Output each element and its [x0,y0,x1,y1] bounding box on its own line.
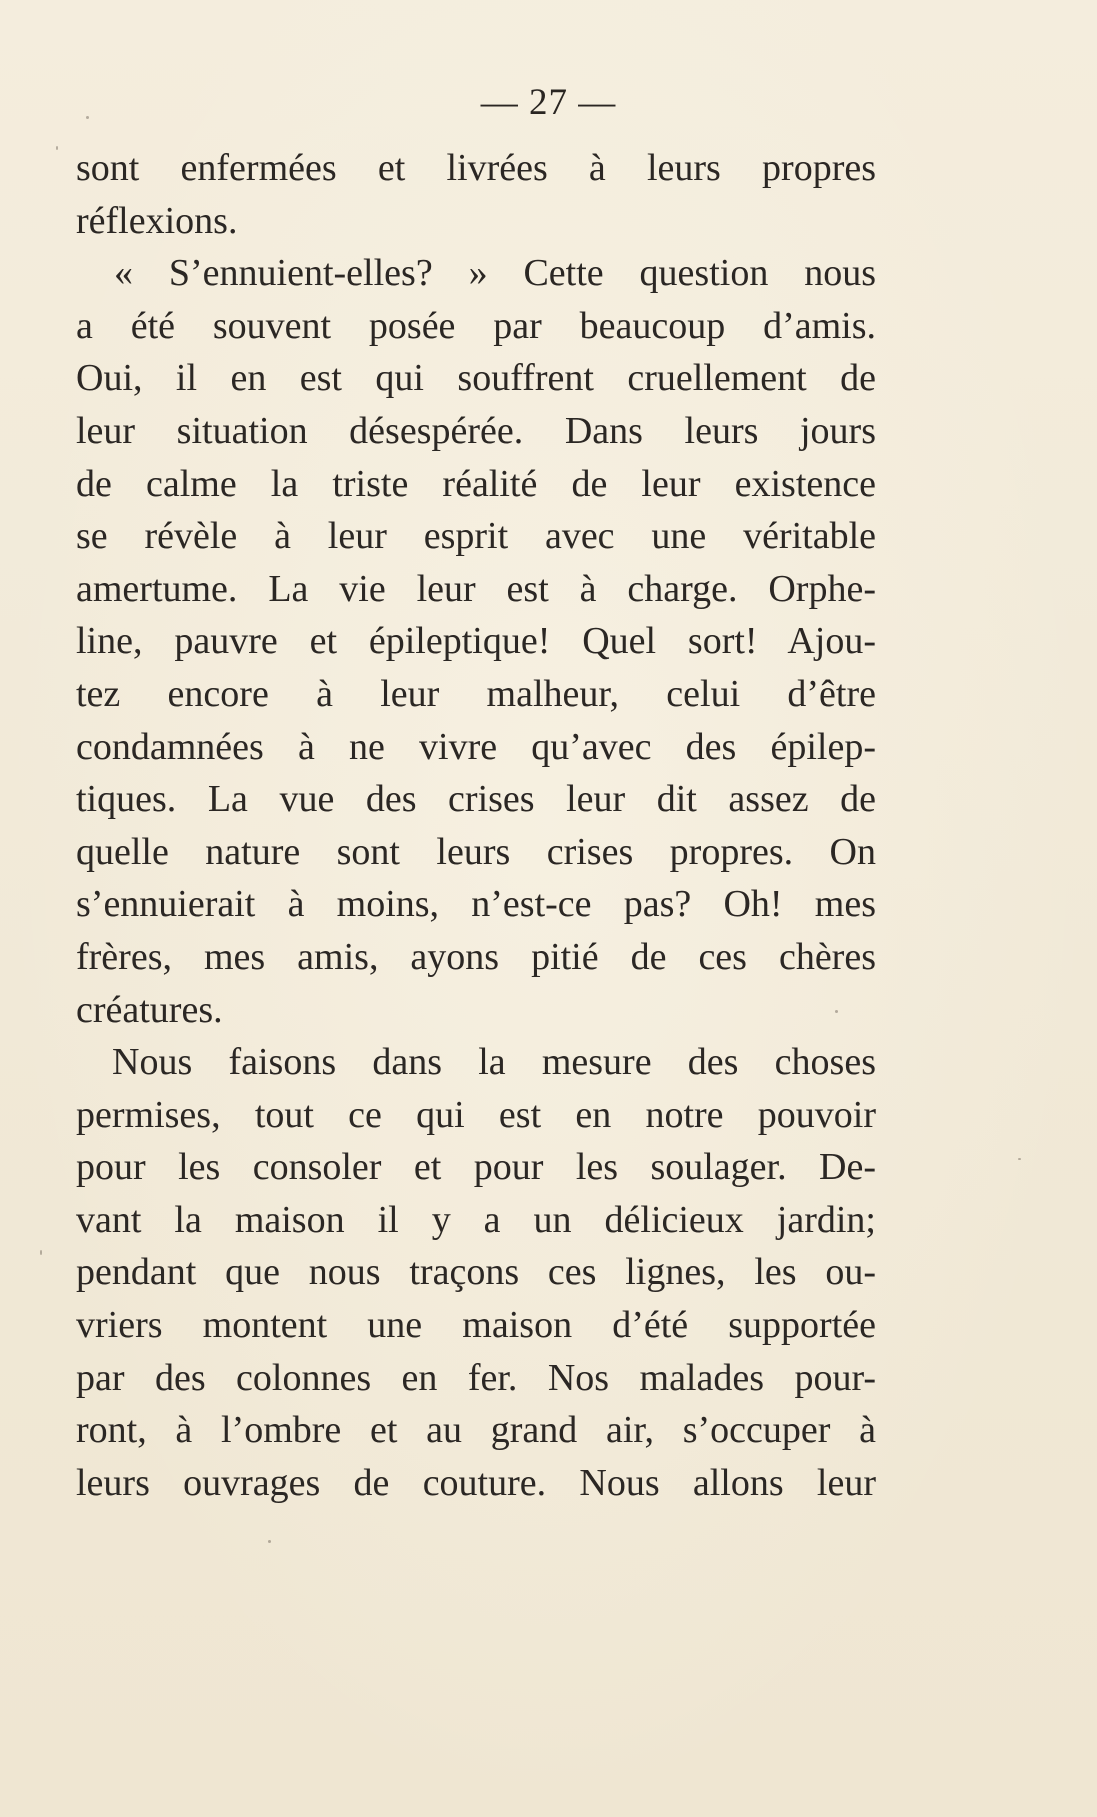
paper-speck [835,1010,838,1013]
text-line: « S’ennuient-elles? » Cette question nous [114,252,876,295]
text-line: frères, mes amis, ayons pitié de ces chères [76,935,876,978]
text-line: condamnées à ne vivre qu’avec des épilep- [76,725,876,768]
text-line: vant la maison il y a un délicieux jardin; [76,1198,876,1241]
text-line: leur situation désespérée. Dans leurs jours [76,409,876,452]
text-line: par des colonnes en fer. Nos malades pour- [76,1356,876,1399]
text-line: vriers montent une maison d’été supportée [76,1304,876,1347]
text-line: ront, à l’ombre et au grand air, s’occuper à [76,1409,876,1452]
paper-speck [86,116,89,119]
paper-speck [1018,1158,1021,1160]
text-line: tez encore à leur malheur, celui d’être [76,672,876,715]
paper-speck [268,1540,271,1543]
body-text [76,142,876,1509]
text-line: créatures. [76,988,223,1031]
text-line: Oui, il en est qui souffrent cruellement de [76,357,876,400]
text-line: sont enfermées et livrées à leurs propres [76,147,876,189]
page-number: — 27 — [480,82,617,123]
text-line: de calme la triste réalité de leur existence [76,462,876,505]
text-line: line, pauvre et épileptique! Quel sort! Ajou- [76,620,876,663]
text-line: s’ennuierait à moins, n’est-ce pas? Oh! mes [76,883,876,926]
text-line: leurs ouvrages de couture. Nous allons leur [76,1461,876,1504]
text-line: tiques. La vue des crises leur dit assez de [76,778,876,821]
paper-speck [56,146,58,150]
text-line: pendant que nous traçons ces lignes, les ou- [76,1251,876,1294]
text-line: a été souvent posée par beaucoup d’amis. [76,304,876,347]
paper-speck [40,1250,42,1255]
text-line: Nous faisons dans la mesure des choses [112,1041,876,1084]
text-line: pour les consoler et pour les soulager. De- [76,1146,876,1189]
text-line: se révèle à leur esprit avec une véritable [76,515,876,558]
text-line: quelle nature sont leurs crises propres. On [76,830,876,873]
text-line: amertume. La vie leur est à charge. Orphe- [76,567,876,610]
text-line: permises, tout ce qui est en notre pouvoir [76,1093,876,1136]
text-line: réflexions. [76,199,238,242]
